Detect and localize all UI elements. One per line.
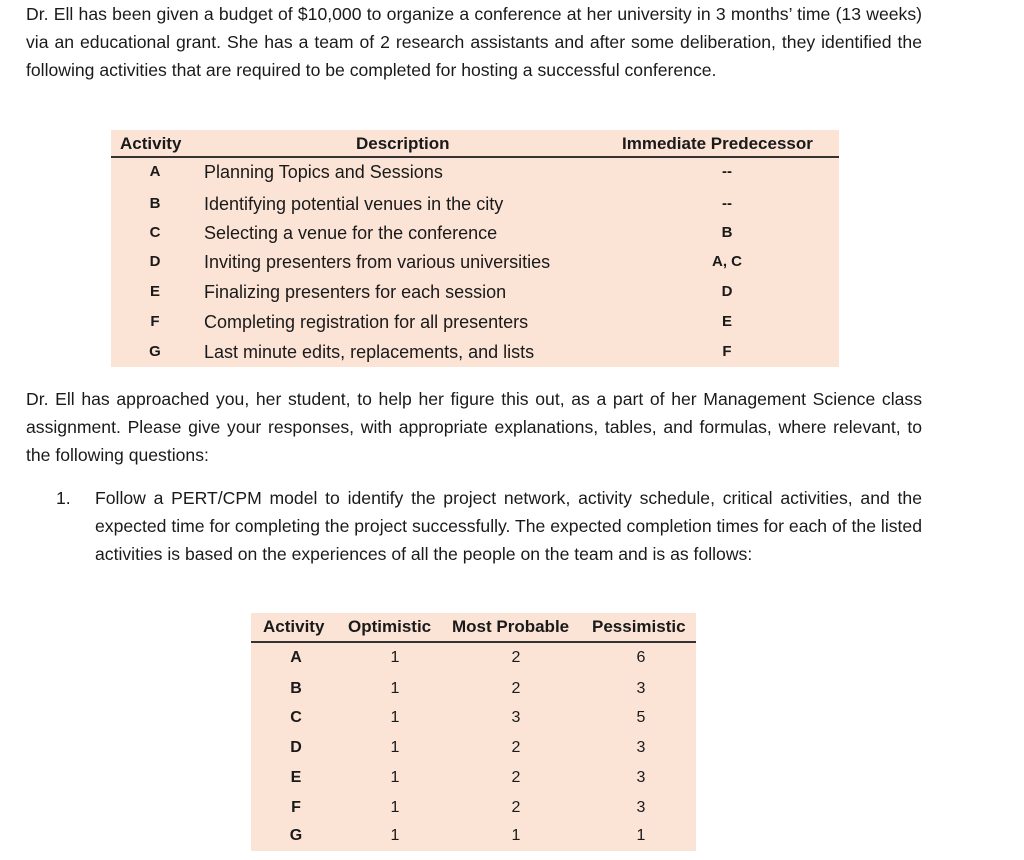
predecessor-cell: -- [722,195,732,212]
description-cell: Inviting presenters from various universities [204,252,551,272]
activity-cell: A [149,163,161,180]
activity-cell: E [290,769,302,786]
activity-cell: D [290,739,302,756]
activity-cell: D [149,253,161,270]
most-probable-cell: 3 [511,709,521,726]
activity-cell: F [150,313,160,330]
table-row [251,821,696,851]
predecessor-cell: -- [722,163,732,180]
predecessor-cell: F [722,343,732,360]
optimistic-cell: 1 [390,649,400,666]
activity-cell: G [289,827,303,844]
description-cell: Selecting a venue for the conference [204,223,498,243]
activity-table [111,130,839,367]
most-probable-cell: 2 [511,649,521,666]
table-row [111,157,839,187]
activity-cell: A [290,649,302,666]
question-1-text: Follow a PERT/CPM model to identify the project network, activity schedule, critical activities, and the expected time for completing the project successfully. The expected completion times for each of the listed activities is based on the experiences of all the people on the team and is as follows: [95,488,922,564]
optimistic-cell: 1 [390,769,400,786]
intro-paragraph: Dr. Ell has been given a budget of $10,000 to organize a conference at her university in 3 months’ time (13 weeks) via an educational grant. She has a team of 2 research assistants and after some deliberation, they identified the following activities that are required to be completed for hosting a successful conference. [26,4,922,80]
question-number: 1. [56,488,71,508]
optimistic-cell: 1 [390,827,400,844]
header-description: Description [356,134,450,153]
predecessor-cell: D [721,283,733,300]
pessimistic-cell: 3 [636,680,646,697]
predecessor-cell: A, C [712,253,742,270]
pessimistic-cell: 3 [636,739,646,756]
pessimistic-cell: 6 [636,649,646,666]
header-pessimistic: Pessimistic [592,617,686,636]
description-cell: Identifying potential venues in the city [204,194,504,214]
pessimistic-cell: 3 [636,769,646,786]
header-predecessor: Immediate Predecessor [622,134,813,153]
most-probable-cell: 1 [511,827,521,844]
table-row [111,307,839,337]
table-row [111,247,839,277]
optimistic-cell: 1 [390,709,400,726]
approach-paragraph: Dr. Ell has approached you, her student, to help her figure this out, as a part of her Management Science class assignment. Please give your responses, with appropriate explanations, tables, and formulas, where relevant, to the following questions: [26,389,922,465]
description-cell: Completing registration for all presenters [204,312,529,332]
most-probable-cell: 2 [511,680,521,697]
activity-cell: E [149,283,160,300]
optimistic-cell: 1 [390,739,400,756]
description-cell: Finalizing presenters for each session [204,282,507,302]
most-probable-cell: 2 [511,799,521,816]
activity-cell: B [149,195,161,212]
pessimistic-cell: 5 [636,709,646,726]
activity-cell: F [291,799,301,816]
activity-cell: B [290,680,302,697]
description-cell: Last minute edits, replacements, and lists [204,342,535,362]
activity-cell: C [290,709,302,726]
table-row [251,674,696,704]
header-activity: Activity [263,617,325,636]
description-cell: Planning Topics and Sessions [204,162,443,182]
table-row [251,703,696,733]
optimistic-cell: 1 [390,799,400,816]
table-row [111,189,839,219]
table-row [111,218,839,248]
table-row [111,277,839,307]
time-estimates-table [251,613,696,851]
header-activity: Activity [120,134,182,153]
activity-cell: C [149,224,161,241]
table-row [251,643,696,673]
table-row [251,763,696,793]
pessimistic-cell: 3 [636,799,646,816]
header-most-probable: Most Probable [452,617,570,636]
activity-cell: G [149,343,161,360]
header-optimistic: Optimistic [348,617,432,636]
table-row [111,337,839,367]
predecessor-cell: B [721,224,733,241]
table-row [251,793,696,823]
predecessor-cell: E [721,313,732,330]
most-probable-cell: 2 [511,739,521,756]
pessimistic-cell: 1 [636,827,646,844]
optimistic-cell: 1 [390,680,400,697]
table-row [251,733,696,763]
most-probable-cell: 2 [511,769,521,786]
